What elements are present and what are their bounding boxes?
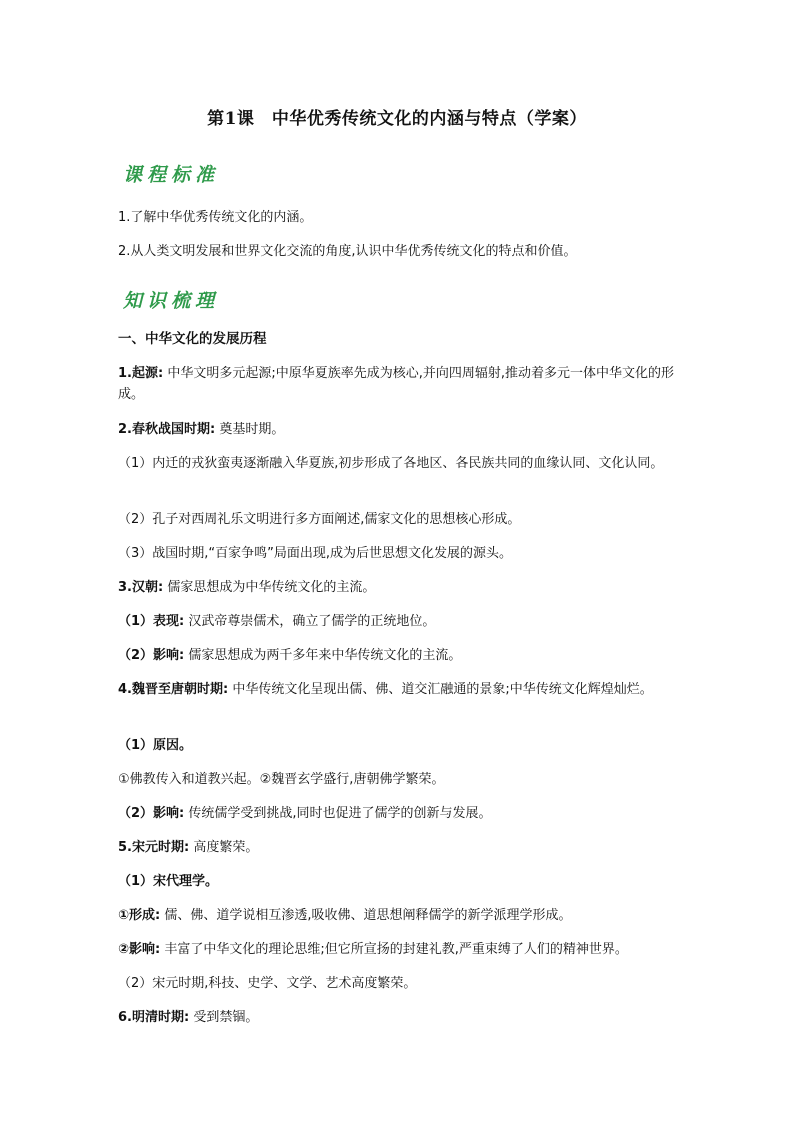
paragraph-label: 4.魏晋至唐朝时期: bbox=[118, 682, 229, 697]
item-text: 汉武帝尊崇儒术，确立了儒学的正统地位。 bbox=[184, 614, 436, 629]
list-item: （2）孔子对西周礼乐文明进行多方面阐述,儒家文化的思想核心形成。 bbox=[118, 512, 521, 527]
item-label: ②影响: bbox=[118, 942, 161, 957]
list-item-label: （1）原因。 bbox=[118, 738, 193, 753]
item-label: ①形成: bbox=[118, 908, 161, 923]
paragraph-label: 5.宋元时期: bbox=[118, 840, 190, 855]
paragraph-song-yuan bbox=[118, 837, 680, 858]
list-item: （1）内迁的戎狄蛮夷逐渐融入华夏族,初步形成了各地区、各民族共同的血缘认同、文化认同。 bbox=[118, 456, 664, 471]
paragraph-label: 6.明清时期: bbox=[118, 1010, 190, 1025]
paragraph-text: 受到禁锢。 bbox=[189, 1010, 259, 1025]
list-item bbox=[118, 905, 680, 926]
item-text: 传统儒学受到挑战,同时也促进了儒学的创新与发展。 bbox=[184, 806, 492, 821]
item-label: （1）表现: bbox=[118, 614, 185, 629]
list-item: （3）战国时期,“百家争鸣”局面出现,成为后世思想文化发展的源头。 bbox=[118, 546, 513, 561]
paragraph-spring-autumn bbox=[118, 419, 680, 440]
section-heading-course-standards: 课程标准 bbox=[123, 164, 220, 186]
item-label: （2）影响: bbox=[118, 806, 185, 821]
list-item-label: （1）宋代理学。 bbox=[118, 874, 219, 889]
item-text: 儒、佛、道学说相互渗透,吸收佛、道思想阐释儒学的新学派理学形成。 bbox=[160, 908, 572, 923]
paragraph-label: 1.起源: bbox=[118, 366, 164, 381]
list-item: （2）宋元时期,科技、史学、文学、艺术高度繁荣。 bbox=[118, 976, 417, 991]
standard-item-1: 1.了解中华优秀传统文化的内涵。 bbox=[118, 210, 313, 225]
section-heading-knowledge-review: 知识梳理 bbox=[123, 290, 220, 312]
paragraph-text: 高度繁荣。 bbox=[189, 840, 259, 855]
paragraph-ming-qing bbox=[118, 1007, 680, 1028]
outline-heading: 一、中华文化的发展历程 bbox=[118, 331, 267, 347]
item-text: 丰富了中华文化的理论思维;但它所宣扬的封建礼教,严重束缚了人们的精神世界。 bbox=[160, 942, 628, 957]
item-text: 儒家思想成为两千多年来中华传统文化的主流。 bbox=[184, 648, 462, 663]
list-item bbox=[118, 645, 680, 666]
paragraph-text: 中华传统文化呈现出儒、佛、道交汇融通的景象;中华传统文化辉煌灿烂。 bbox=[228, 682, 653, 697]
list-item bbox=[118, 939, 680, 960]
standard-item-2: 2.从人类文明发展和世界文化交流的角度,认识中华优秀传统文化的特点和价值。 bbox=[118, 244, 577, 259]
paragraph-wei-jin-tang bbox=[118, 679, 680, 700]
paragraph-text: 中华文明多元起源;中原华夏族率先成为核心,并向四周辐射,推动着多元一体中华文化的形成。 bbox=[118, 366, 674, 402]
paragraph-text: 儒家思想成为中华传统文化的主流。 bbox=[163, 580, 376, 595]
paragraph-label: 2.春秋战国时期: bbox=[118, 422, 216, 437]
list-item bbox=[118, 803, 680, 824]
item-label: （2）影响: bbox=[118, 648, 185, 663]
list-item: ①佛教传入和道教兴起。②魏晋玄学盛行,唐朝佛学繁荣。 bbox=[118, 772, 445, 787]
paragraph-text: 奠基时期。 bbox=[215, 422, 285, 437]
page-title: 第1课 中华优秀传统文化的内涵与特点（学案） bbox=[207, 109, 587, 129]
list-item bbox=[118, 611, 680, 632]
paragraph-label: 3.汉朝: bbox=[118, 580, 164, 595]
paragraph-han bbox=[118, 577, 680, 598]
paragraph-origin bbox=[118, 363, 680, 405]
